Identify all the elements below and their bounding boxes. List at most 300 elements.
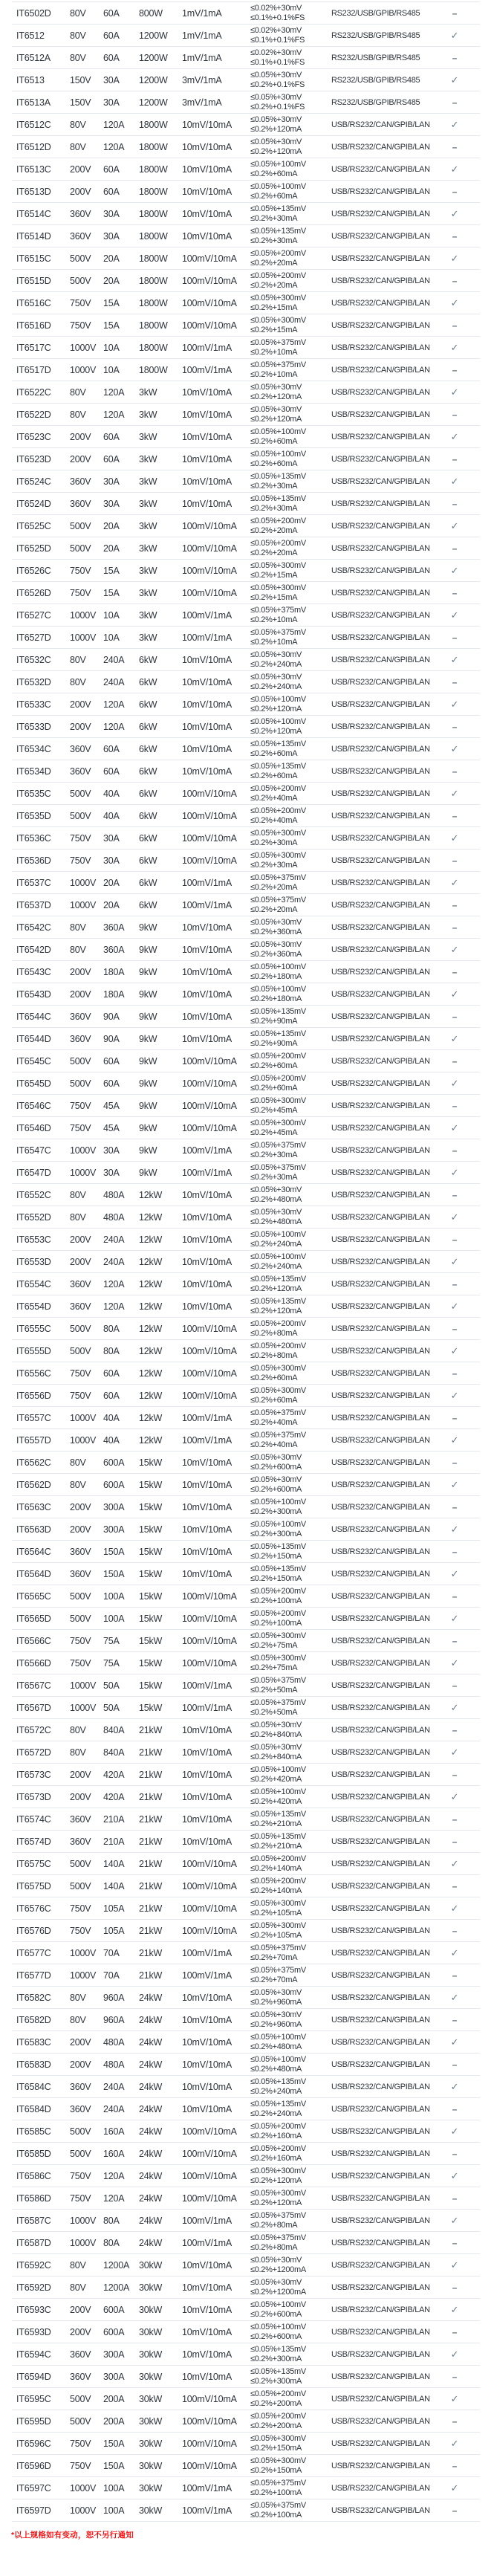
current-accuracy: ≤0.2%+480mA xyxy=(250,2064,302,2074)
voltage-accuracy: ≤0.05%+200mV xyxy=(250,2143,306,2153)
voltage-accuracy: ≤0.05%+300mV xyxy=(250,2166,306,2175)
voltage-cell: 80V xyxy=(70,1211,86,1223)
voltage-cell: 150V xyxy=(70,97,91,108)
current-accuracy: ≤0.2%+300mA xyxy=(250,2376,302,2386)
resolution-cell: 10mV/10mA xyxy=(182,1256,232,1267)
table-row xyxy=(12,1741,480,1764)
model-cell: IT6545C xyxy=(16,1055,51,1067)
check-icon: ✓ xyxy=(450,1344,459,1356)
accuracy-cell xyxy=(250,1386,331,1405)
model-cell: IT6536C xyxy=(16,832,51,844)
interface-cell: USB/RS232/CAN/GPIB/LAN xyxy=(331,499,430,508)
table-row xyxy=(12,2410,480,2433)
table-row xyxy=(12,2143,480,2165)
interface-cell: USB/RS232/CAN/GPIB/LAN xyxy=(331,2416,430,2426)
current-cell: 60A xyxy=(103,453,120,465)
current-accuracy: ≤0.2%+120mA xyxy=(250,1284,302,1293)
resolution-cell: 10mV/10mA xyxy=(182,186,232,197)
interface-cell: USB/RS232/CAN/GPIB/LAN xyxy=(331,967,430,977)
resolution-cell: 100mV/1mA xyxy=(182,877,232,888)
voltage-accuracy: ≤0.05%+100mV xyxy=(250,159,306,169)
voltage-cell: 80V xyxy=(70,1457,86,1468)
accuracy-cell xyxy=(250,784,331,803)
check-icon: ✓ xyxy=(450,698,459,710)
voltage-accuracy: ≤0.05%+100mV xyxy=(250,1519,306,1529)
voltage-cell: 1000V xyxy=(70,2505,97,2516)
check-icon: ✓ xyxy=(450,2036,459,2048)
voltage-cell: 360V xyxy=(70,1011,91,1022)
power-cell: 24kW xyxy=(139,2215,163,2226)
voltage-cell: 80V xyxy=(70,1992,86,2003)
current-accuracy: ≤0.2%+20mA xyxy=(250,882,298,892)
table-row xyxy=(12,961,480,983)
resolution-cell: 10mV/10mA xyxy=(182,2349,232,2360)
voltage-cell: 1000V xyxy=(70,1167,97,1178)
accuracy-cell xyxy=(250,294,331,313)
resolution-cell: 10mV/10mA xyxy=(182,1479,232,1490)
accuracy-cell xyxy=(250,2479,331,2498)
voltage-cell: 1000V xyxy=(70,1702,97,1713)
model-cell: IT6513C xyxy=(16,164,51,175)
current-cell: 480A xyxy=(103,2036,125,2048)
voltage-accuracy: ≤0.05%+300mV xyxy=(250,560,306,570)
current-accuracy: ≤0.2%+20mA xyxy=(250,548,298,557)
voltage-cell: 200V xyxy=(70,1791,91,1802)
spec-table xyxy=(12,1,480,2522)
interface-cell: USB/RS232/CAN/GPIB/LAN xyxy=(331,454,430,464)
interface-cell: USB/RS232/CAN/GPIB/LAN xyxy=(331,2037,430,2047)
voltage-cell: 750V xyxy=(70,2192,91,2204)
interface-cell: USB/RS232/CAN/GPIB/LAN xyxy=(331,1368,430,1378)
dash-icon: – xyxy=(452,1880,458,1891)
current-accuracy: ≤0.2%+120mA xyxy=(250,2175,302,2185)
accuracy-cell xyxy=(250,1631,331,1651)
check-icon: ✓ xyxy=(450,2437,459,2449)
power-cell: 24kW xyxy=(139,2103,163,2114)
current-accuracy: ≤0.2%+240mA xyxy=(250,659,302,669)
voltage-accuracy: ≤0.05%+300mV xyxy=(250,1096,306,1105)
table-row xyxy=(12,1897,480,1920)
model-cell: IT6513D xyxy=(16,186,51,197)
current-accuracy: ≤0.2%+60mA xyxy=(250,169,298,178)
interface-cell: USB/RS232/CAN/GPIB/LAN xyxy=(331,1970,430,1980)
power-cell: 3kW xyxy=(139,431,157,442)
voltage-accuracy: ≤0.05%+30mV xyxy=(250,137,302,146)
dash-icon: – xyxy=(452,766,458,777)
dash-icon: – xyxy=(452,810,458,821)
interface-cell: USB/RS232/CAN/GPIB/LAN xyxy=(331,2082,430,2091)
interface-cell: USB/RS232/CAN/GPIB/LAN xyxy=(331,989,430,999)
dash-icon: – xyxy=(452,2415,458,2427)
accuracy-cell xyxy=(250,740,331,759)
voltage-accuracy: ≤0.05%+30mV xyxy=(250,1475,302,1484)
voltage-cell: 360V xyxy=(70,2081,91,2092)
resolution-cell: 100mV/10mA xyxy=(182,2148,237,2159)
voltage-accuracy: ≤0.05%+300mV xyxy=(250,1631,306,1640)
accuracy-cell xyxy=(250,2278,331,2297)
resolution-cell: 100mV/10mA xyxy=(182,1390,237,1401)
power-cell: 12kW xyxy=(139,1390,163,1401)
table-row xyxy=(12,1273,480,1295)
power-cell: 15kW xyxy=(139,1635,163,1646)
resolution-cell: 10mV/10mA xyxy=(182,1278,232,1289)
resolution-cell: 10mV/10mA xyxy=(182,1011,232,1022)
current-cell: 600A xyxy=(103,1479,125,1490)
model-cell: IT6522C xyxy=(16,386,51,398)
accuracy-cell xyxy=(250,1609,331,1628)
voltage-accuracy: ≤0.05%+100mV xyxy=(250,2032,306,2042)
accuracy-cell xyxy=(250,1475,331,1495)
table-row xyxy=(12,2388,480,2410)
current-cell: 30A xyxy=(103,498,120,509)
interface-cell: USB/RS232/CAN/GPIB/LAN xyxy=(331,209,430,219)
dash-icon: – xyxy=(452,2282,458,2293)
resolution-cell: 100mV/1mA xyxy=(182,2505,232,2516)
voltage-accuracy: ≤0.02%+30mV xyxy=(250,25,302,35)
accuracy-cell xyxy=(250,851,331,870)
model-cell: IT6583D xyxy=(16,2059,51,2070)
current-accuracy: ≤0.2%+120mA xyxy=(250,414,302,424)
voltage-cell: 500V xyxy=(70,1323,91,1334)
current-accuracy: ≤0.2%+80mA xyxy=(250,1350,298,1360)
check-icon: ✓ xyxy=(450,2125,459,2137)
model-cell: IT6514D xyxy=(16,230,51,242)
table-row xyxy=(12,916,480,939)
interface-cell: USB/RS232/CAN/GPIB/LAN xyxy=(331,2238,430,2247)
model-cell: IT6515C xyxy=(16,253,51,264)
power-cell: 6kW xyxy=(139,743,157,754)
power-cell: 30kW xyxy=(139,2505,163,2516)
voltage-accuracy: ≤0.05%+300mV xyxy=(250,293,306,302)
voltage-cell: 500V xyxy=(70,1345,91,1356)
power-cell: 15kW xyxy=(139,1657,163,1669)
table-row xyxy=(12,2433,480,2455)
current-accuracy: ≤0.2%+80mA xyxy=(250,2242,298,2252)
interface-cell: USB/RS232/CAN/GPIB/LAN xyxy=(331,655,430,664)
model-cell: IT6577C xyxy=(16,1947,51,1958)
power-cell: 21kW xyxy=(139,1813,163,1825)
check-icon: ✓ xyxy=(450,1434,459,1446)
voltage-accuracy: ≤0.05%+30mV xyxy=(250,1185,302,1194)
interface-cell: USB/RS232/CAN/GPIB/LAN xyxy=(331,521,430,531)
current-cell: 75A xyxy=(103,1635,120,1646)
interface-cell: USB/RS232/CAN/GPIB/LAN xyxy=(331,1926,430,1935)
current-cell: 240A xyxy=(103,654,125,665)
voltage-accuracy: ≤0.05%+30mV xyxy=(250,2255,302,2265)
interface-cell: USB/RS232/CAN/GPIB/LAN xyxy=(331,2216,430,2225)
accuracy-cell xyxy=(250,985,331,1004)
power-cell: 12kW xyxy=(139,1211,163,1223)
model-cell: IT6546C xyxy=(16,1100,51,1111)
model-cell: IT6592D xyxy=(16,2282,51,2293)
model-cell: IT6554C xyxy=(16,1278,51,1289)
current-accuracy: ≤0.2%+30mA xyxy=(250,236,298,245)
voltage-cell: 360V xyxy=(70,1836,91,1847)
table-row xyxy=(12,827,480,850)
resolution-cell: 10mV/10mA xyxy=(182,676,232,687)
current-accuracy: ≤0.2%+120mA xyxy=(250,2198,302,2207)
resolution-cell: 100mV/1mA xyxy=(182,2482,232,2494)
dash-icon: – xyxy=(452,453,458,465)
table-row xyxy=(12,1072,480,1095)
table-row xyxy=(12,448,480,470)
resolution-cell: 10mV/10mA xyxy=(182,1524,232,1535)
dash-icon: – xyxy=(452,2148,458,2159)
accuracy-cell xyxy=(250,1498,331,1517)
interface-cell: RS232/USB/GPIB/RS485 xyxy=(331,53,420,62)
table-row xyxy=(12,805,480,827)
model-cell: IT6587C xyxy=(16,2215,51,2226)
current-cell: 600A xyxy=(103,2304,125,2315)
current-accuracy: ≤0.2%+150mA xyxy=(250,1551,302,1561)
power-cell: 3kW xyxy=(139,609,157,621)
current-cell: 60A xyxy=(103,1055,120,1067)
interface-cell: USB/RS232/CAN/GPIB/LAN xyxy=(331,1770,430,1779)
current-accuracy: ≤0.2%+120mA xyxy=(250,704,302,713)
table-row xyxy=(12,604,480,627)
table-row xyxy=(12,2187,480,2210)
current-cell: 50A xyxy=(103,1702,120,1713)
voltage-accuracy: ≤0.05%+30mV xyxy=(250,1987,302,1997)
resolution-cell: 100mV/10mA xyxy=(182,2415,237,2427)
current-accuracy: ≤0.2%+30mA xyxy=(250,481,298,491)
current-cell: 50A xyxy=(103,1680,120,1691)
current-cell: 1200A xyxy=(103,2259,130,2271)
model-cell: IT6554D xyxy=(16,1301,51,1312)
voltage-cell: 1000V xyxy=(70,1434,97,1446)
power-cell: 1200W xyxy=(139,30,168,41)
resolution-cell: 100mV/10mA xyxy=(182,1925,237,1936)
voltage-accuracy: ≤0.05%+100mV xyxy=(250,1252,306,1261)
dash-icon: – xyxy=(452,2326,458,2337)
current-cell: 45A xyxy=(103,1100,120,1111)
voltage-accuracy: ≤0.05%+135mV xyxy=(250,2344,306,2354)
interface-cell: USB/RS232/CAN/GPIB/LAN xyxy=(331,1078,430,1088)
check-icon: ✓ xyxy=(450,1166,459,1178)
current-cell: 90A xyxy=(103,1011,120,1022)
table-row xyxy=(12,627,480,649)
model-cell: IT6565D xyxy=(16,1613,51,1624)
check-icon: ✓ xyxy=(450,1255,459,1267)
accuracy-cell xyxy=(250,1832,331,1851)
voltage-cell: 200V xyxy=(70,164,91,175)
voltage-accuracy: ≤0.05%+200mV xyxy=(250,1608,306,1618)
current-accuracy: ≤0.2%+30mA xyxy=(250,1172,298,1182)
current-accuracy: ≤0.2%+30mA xyxy=(250,213,298,223)
interface-cell: USB/RS232/CAN/GPIB/LAN xyxy=(331,2126,430,2136)
model-cell: IT6565C xyxy=(16,1590,51,1602)
resolution-cell: 10mV/10mA xyxy=(182,1747,232,1758)
current-accuracy: ≤0.2%+200mA xyxy=(250,2398,302,2408)
accuracy-cell xyxy=(250,561,331,580)
model-cell: IT6574C xyxy=(16,1813,51,1825)
resolution-cell: 100mV/10mA xyxy=(182,1100,237,1111)
table-row xyxy=(12,181,480,203)
resolution-cell: 100mV/10mA xyxy=(182,832,237,844)
voltage-accuracy: ≤0.05%+375mV xyxy=(250,605,306,615)
voltage-accuracy: ≤0.05%+30mV xyxy=(250,1720,302,1729)
current-cell: 160A xyxy=(103,2148,125,2159)
current-cell: 10A xyxy=(103,364,120,375)
voltage-accuracy: ≤0.05%+375mV xyxy=(250,360,306,369)
model-cell: IT6543C xyxy=(16,966,51,977)
power-cell: 30kW xyxy=(139,2349,163,2360)
voltage-cell: 200V xyxy=(70,721,91,732)
accuracy-cell xyxy=(250,48,331,68)
current-accuracy: ≤0.2%+100mA xyxy=(250,1596,302,1605)
voltage-cell: 80V xyxy=(70,409,86,420)
power-cell: 9kW xyxy=(139,1078,157,1089)
model-cell: IT6585C xyxy=(16,2126,51,2137)
accuracy-cell xyxy=(250,427,331,447)
accuracy-cell xyxy=(250,1564,331,1584)
model-cell: IT6576C xyxy=(16,1903,51,1914)
check-icon: ✓ xyxy=(450,832,459,844)
power-cell: 15kW xyxy=(139,1568,163,1579)
current-accuracy: ≤0.2%+60mA xyxy=(250,748,298,758)
interface-cell: USB/RS232/CAN/GPIB/LAN xyxy=(331,1457,430,1467)
current-accuracy: ≤0.2%+150mA xyxy=(250,2465,302,2475)
current-accuracy: ≤0.2%+105mA xyxy=(250,1930,302,1940)
accuracy-cell xyxy=(250,2389,331,2409)
model-cell: IT6512C xyxy=(16,119,51,130)
model-cell: IT6544C xyxy=(16,1011,51,1022)
resolution-cell: 100mV/1mA xyxy=(182,1947,232,1958)
model-cell: IT6545D xyxy=(16,1078,51,1089)
power-cell: 21kW xyxy=(139,1970,163,1981)
resolution-cell: 10mV/10mA xyxy=(182,476,232,487)
interface-cell: USB/RS232/CAN/GPIB/LAN xyxy=(331,1413,430,1423)
current-accuracy: ≤0.2%+15mA xyxy=(250,325,298,334)
current-cell: 1200A xyxy=(103,2282,130,2293)
dash-icon: – xyxy=(452,2371,458,2382)
accuracy-cell xyxy=(250,1029,331,1049)
model-cell: IT6532D xyxy=(16,676,51,687)
model-cell: IT6557C xyxy=(16,1412,51,1423)
accuracy-cell xyxy=(250,650,331,670)
voltage-cell: 200V xyxy=(70,1256,91,1267)
accuracy-cell xyxy=(250,93,331,112)
interface-cell: USB/RS232/CAN/GPIB/LAN xyxy=(331,1145,430,1155)
power-cell: 1800W xyxy=(139,297,168,308)
current-cell: 15A xyxy=(103,587,120,598)
check-icon: ✓ xyxy=(450,1032,459,1044)
voltage-cell: 360V xyxy=(70,766,91,777)
resolution-cell: 100mV/1mA xyxy=(182,1702,232,1713)
resolution-cell: 100mV/10mA xyxy=(182,810,237,821)
voltage-accuracy: ≤0.05%+300mV xyxy=(250,1363,306,1373)
interface-cell: USB/RS232/CAN/GPIB/LAN xyxy=(331,164,430,174)
current-accuracy: ≤0.2%+90mA xyxy=(250,1038,298,1048)
resolution-cell: 100mV/10mA xyxy=(182,2393,237,2404)
current-cell: 105A xyxy=(103,1903,125,1914)
voltage-accuracy: ≤0.05%+375mV xyxy=(250,2500,306,2510)
power-cell: 24kW xyxy=(139,2126,163,2137)
power-cell: 9kW xyxy=(139,988,157,1000)
current-cell: 150A xyxy=(103,1546,125,1557)
accuracy-cell xyxy=(250,1431,331,1450)
voltage-accuracy: ≤0.02%+30mV xyxy=(250,3,302,13)
current-accuracy: ≤0.2%+420mA xyxy=(250,1796,302,1806)
check-icon: ✓ xyxy=(450,2482,459,2494)
interface-cell: USB/RS232/CAN/GPIB/LAN xyxy=(331,855,430,865)
current-accuracy: ≤0.2%+240mA xyxy=(250,682,302,691)
current-cell: 120A xyxy=(103,141,125,152)
power-cell: 1800W xyxy=(139,364,168,375)
power-cell: 6kW xyxy=(139,699,157,710)
table-row xyxy=(12,649,480,671)
accuracy-cell xyxy=(250,1520,331,1539)
current-accuracy: ≤0.2%+120mA xyxy=(250,1306,302,1315)
current-cell: 60A xyxy=(103,30,120,41)
current-accuracy: ≤0.2%+20mA xyxy=(250,280,298,290)
table-row xyxy=(12,1853,480,1875)
interface-cell: USB/RS232/CAN/GPIB/LAN xyxy=(331,365,430,375)
model-cell: IT6595D xyxy=(16,2415,51,2427)
current-accuracy: ≤0.2%+120mA xyxy=(250,124,302,134)
current-accuracy: ≤0.2%+480mA xyxy=(250,1194,302,1204)
resolution-cell: 100mV/1mA xyxy=(182,1434,232,1446)
power-cell: 15kW xyxy=(139,1524,163,1535)
current-cell: 80A xyxy=(103,2237,120,2248)
current-cell: 60A xyxy=(103,7,120,19)
accuracy-cell xyxy=(250,1163,331,1182)
voltage-cell: 1000V xyxy=(70,342,97,353)
resolution-cell: 100mV/1mA xyxy=(182,1167,232,1178)
accuracy-cell xyxy=(250,1542,331,1562)
interface-cell: USB/RS232/CAN/GPIB/LAN xyxy=(331,878,430,887)
voltage-accuracy: ≤0.05%+30mV xyxy=(250,650,302,659)
voltage-cell: 1000V xyxy=(70,632,97,643)
current-cell: 600A xyxy=(103,2326,125,2337)
voltage-accuracy: ≤0.05%+375mV xyxy=(250,2233,306,2242)
current-cell: 120A xyxy=(103,2170,125,2181)
check-icon: ✓ xyxy=(450,163,459,175)
check-icon: ✓ xyxy=(450,787,459,799)
interface-cell: USB/RS232/CAN/GPIB/LAN xyxy=(331,2104,430,2114)
resolution-cell: 10mV/10mA xyxy=(182,1724,232,1735)
power-cell: 9kW xyxy=(139,1100,157,1111)
model-cell: IT6563C xyxy=(16,1501,51,1512)
accuracy-cell xyxy=(250,2345,331,2364)
voltage-cell: 750V xyxy=(70,2170,91,2181)
power-cell: 15kW xyxy=(139,1590,163,1602)
table-row xyxy=(12,2009,480,2031)
table-row xyxy=(12,2232,480,2254)
table-row xyxy=(12,2165,480,2187)
voltage-cell: 200V xyxy=(70,453,91,465)
current-accuracy: ≤0.2%+20mA xyxy=(250,258,298,268)
current-cell: 15A xyxy=(103,320,120,331)
resolution-cell: 100mV/1mA xyxy=(182,2215,232,2226)
current-accuracy: ≤0.2%+40mA xyxy=(250,1417,298,1427)
accuracy-cell xyxy=(250,115,331,135)
model-cell: IT6553D xyxy=(16,1256,51,1267)
current-cell: 240A xyxy=(103,2081,125,2092)
current-cell: 120A xyxy=(103,119,125,130)
model-cell: IT6556C xyxy=(16,1368,51,1379)
current-cell: 420A xyxy=(103,1769,125,1780)
current-accuracy: ≤0.2%+40mA xyxy=(250,793,298,803)
accuracy-cell xyxy=(250,1230,331,1249)
resolution-cell: 100mV/1mA xyxy=(182,1145,232,1156)
resolution-cell: 100mV/10mA xyxy=(182,297,237,308)
table-row xyxy=(12,2054,480,2076)
table-row xyxy=(12,2343,480,2366)
voltage-accuracy: ≤0.05%+200mV xyxy=(250,1051,306,1061)
resolution-cell: 100mV/10mA xyxy=(182,543,237,554)
current-cell: 60A xyxy=(103,431,120,442)
